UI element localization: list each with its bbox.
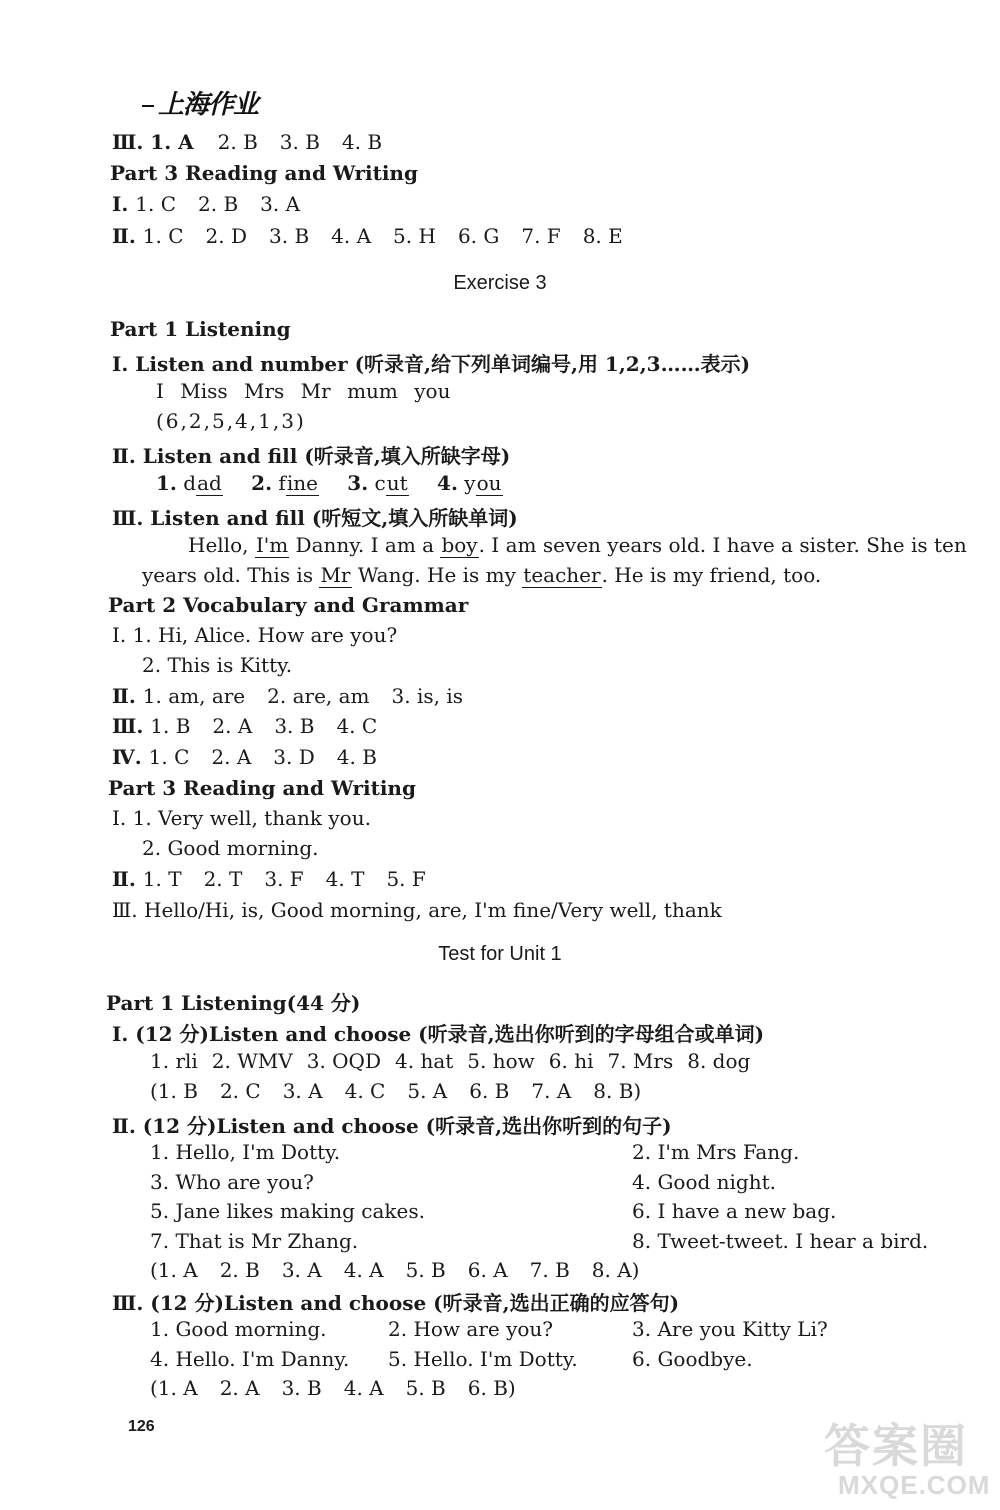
answer-text: Ⅲ. Hello/Hi, is, Good morning, are, I'm fine/Very well, thank [112,898,722,922]
answer-row: Ⅰ. 1. C 2. B 3. A [112,192,301,216]
answer-text: Ⅰ. 1. Very well, thank you. [112,806,371,830]
question-heading: Ⅰ. (12 分)Listen and choose (听录音,选出你听到的字母组合或单词) [112,1022,765,1046]
answer-row: (1. A 2. A 3. B 4. A 5. B 6. B) [150,1376,516,1400]
page-number: 126 [128,1418,155,1435]
sentence-row: 1. Good morning. 2. How are you? 3. Are you Kitty Li? [150,1317,828,1341]
passage-line: Hello, I'm Danny. I am a boy. I am seven years old. I have a sister. She is ten [188,533,967,557]
exercise-title: Exercise 3 [453,272,547,294]
answer-row: Ⅲ. 1. B 2. A 3. B 4. C [112,714,378,738]
sentence-row: 4. Hello. I'm Danny. 5. Hello. I'm Dotty. 6. Goodbye. [150,1347,753,1371]
test-title: Test for Unit 1 [438,943,562,965]
sentence-row: 7. That is Mr Zhang. 8. Tweet-tweet. I hear a bird. [150,1229,929,1253]
section-heading: Part 3 Reading and Writing [110,161,418,185]
header-logo: 上海作业 [142,84,258,121]
sentence-row: 1. Hello, I'm Dotty. 2. I'm Mrs Fang. [150,1140,800,1164]
section-heading: Part 3 Reading and Writing [108,776,416,800]
answer-row: Ⅱ. 1. C 2. D 3. B 4. A 5. H 6. G 7. F 8. E [112,224,623,248]
question-heading: Ⅱ. (12 分)Listen and choose (听录音,选出你听到的句子) [112,1114,672,1138]
answer-row: Ⅱ. 1. am, are 2. are, am 3. is, is [112,684,464,708]
answer-text: 2. This is Kitty. [142,653,293,677]
question-heading: Ⅰ. Listen and number (听录音,给下列单词编号,用 1,2,3……表示) [112,352,751,376]
sentence-row: 3. Who are you? 4. Good night. [150,1170,777,1194]
question-heading: Ⅱ. Listen and fill (听录音,填入所缺字母) [112,444,511,468]
answer-text: 2. Good morning. [142,836,319,860]
answer-row: 1. dad 2. fine 3. cut 4. you [156,471,502,495]
answer-text: Ⅰ. 1. Hi, Alice. How are you? [112,623,398,647]
sentence-row: 5. Jane likes making cakes. 6. I have a new bag. [150,1199,837,1223]
answer-text: (6,2,5,4,1,3) [156,409,306,433]
watermark-url: MXQE.COM [838,1470,991,1500]
question-heading: Ⅲ. Listen and fill (听短文,填入所缺单词) [112,506,518,530]
answer-row: (1. B 2. C 3. A 4. C 5. A 6. B 7. A 8. B) [150,1079,642,1103]
watermark-logo: 答案圈 [824,1420,968,1472]
answer-row: Ⅲ. 1. A 2. B 3. B 4. B [112,130,383,154]
passage-line: years old. This is Mr Wang. He is my teacher. He is my friend, too. [142,563,822,587]
answer-row: (1. A 2. B 3. A 4. A 5. B 6. A 7. B 8. A) [150,1258,640,1282]
section-heading: Part 1 Listening(44 分) [106,991,361,1015]
question-heading: Ⅲ. (12 分)Listen and choose (听录音,选出正确的应答句) [112,1291,680,1315]
answer-row: Ⅳ. 1. C 2. A 3. D 4. B [112,745,377,769]
word-list: I Miss Mrs Mr mum you [156,379,451,403]
section-heading: Part 1 Listening [110,317,291,341]
answer-row: Ⅱ. 1. T 2. T 3. F 4. T 5. F [112,867,426,891]
answer-row: 1. rli 2. WMV 3. OQD 4. hat 5. how 6. hi 7. Mrs 8. dog [150,1049,751,1073]
section-heading: Part 2 Vocabulary and Grammar [108,593,469,617]
